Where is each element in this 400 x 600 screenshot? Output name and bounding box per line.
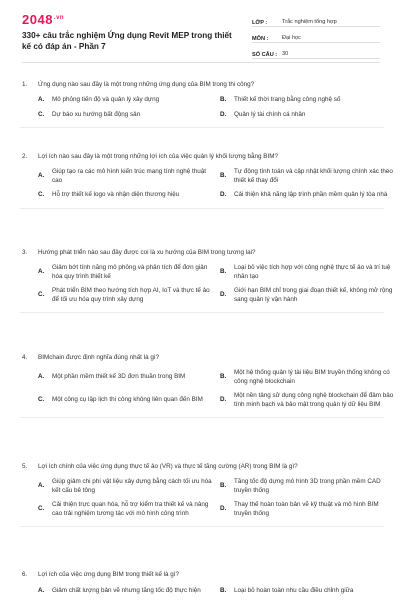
question-divider <box>20 526 384 527</box>
answer-options <box>22 264 393 304</box>
meta-count-row <box>252 46 380 59</box>
question-3 <box>22 248 393 313</box>
option-d[interactable]: D. Quản lý tài chính cá nhân <box>220 110 306 118</box>
question-number: 2. <box>22 153 28 160</box>
question-divider <box>20 208 384 209</box>
option-b[interactable]: B. Loại bỏ hoàn toàn nhu cầu điều chỉnh giữa <box>220 587 354 594</box>
option-a[interactable]: A. Giúp tạo ra các mô hình kiến trúc mang tính nghệ thuật cao <box>38 168 207 184</box>
meta-subject-label: MÔN : <box>252 36 269 42</box>
option-c[interactable]: C. Phát triển BIM theo hướng tích hợp AI, IoT và thực tế ảo để tối ưu hóa quy trình xây dựng <box>38 287 210 303</box>
question-divider <box>20 127 384 128</box>
question-divider <box>20 417 384 418</box>
meta-subject-row <box>252 30 380 43</box>
document-title: 330+ câu trắc nghiệm Ứng dụng Revit MEP trong thiết kế có đáp án - Phần 7 <box>22 31 232 51</box>
option-b[interactable]: B. Thiết kế thời trang bằng công nghệ số <box>220 96 341 103</box>
question-4 <box>22 353 394 418</box>
option-a[interactable]: A. Giảm chất lượng bản vẽ nhưng tăng tốc độ thực hiện <box>38 587 201 594</box>
option-b[interactable]: B. Loại bỏ việc tích hợp với công nghệ thực tế ảo và trí tuệ nhân tạo <box>220 264 391 280</box>
question-number: 1. <box>22 81 28 88</box>
option-b[interactable]: B. Tăng tốc độ dựng mô hình 3D trong phần mềm CAD truyền thống <box>220 478 381 494</box>
option-a[interactable]: A. Một phần mềm thiết kế 3D đơn thuần trong BIM <box>38 373 186 381</box>
option-b[interactable]: B. Tự động tính toán và cập nhật khối lượng chính xác theo thiết kế thay đổi <box>220 168 393 184</box>
question-2 <box>22 152 393 209</box>
question-text: Hướng phát triển nào sau đây được coi là xu hướng của BIM trong tương lai? <box>38 249 256 256</box>
option-d[interactable]: D. Cải thiện khả năng lập trình phần mềm quản lý tòa nhà <box>220 191 388 198</box>
option-c[interactable]: C. Cải thiện trực quan hóa, hỗ trợ kiểm tra thiết kế và nâng cao trải nghiệm tương tác với mô hình công trình <box>38 501 209 517</box>
answer-options <box>22 587 382 596</box>
answer-options <box>22 168 393 200</box>
question-divider <box>20 312 384 313</box>
option-a[interactable]: A. Giảm bớt tính năng mô phỏng và phân tích để đơn giản hóa quy trình thiết kế <box>38 264 208 280</box>
option-b[interactable]: B. Một hệ thống quản lý tài liệu BIM truyền thống không có công nghệ blockchain <box>220 369 390 385</box>
header-divider <box>22 62 380 63</box>
question-text: BIMchain được định nghĩa đúng nhất là gì? <box>38 354 160 361</box>
question-number: 5. <box>22 463 28 470</box>
question-text: Lợi ích chính của việc ứng dụng thực tế ảo (VR) và thực tế tăng cường (AR) trong BIM là gì? <box>38 463 298 470</box>
option-c[interactable]: C. Dự báo xu hướng bất động sản <box>38 110 141 118</box>
answer-options <box>22 478 382 518</box>
meta-class-row <box>252 14 380 27</box>
answer-options <box>22 369 394 409</box>
question-6 <box>22 570 382 596</box>
question-1 <box>22 80 382 128</box>
answer-options <box>22 96 382 119</box>
question-text: Ứng dụng nào sau đây là một trong những ứng dụng của BIM trong thi công? <box>38 81 255 88</box>
meta-class-label: LỚP : <box>252 20 268 26</box>
question-text: Lợi ích nào sau đây là một trong những lợi ích của việc quản lý khối lượng bằng BIM? <box>38 153 278 160</box>
document-meta <box>252 14 380 62</box>
meta-count-value: 30 <box>282 51 289 57</box>
question-number: 6. <box>22 571 28 578</box>
meta-class-value: Trắc nghiệm tổng hợp <box>282 19 337 25</box>
option-a[interactable]: A. Giúp giảm chi phí vật liệu xây dựng bằng cách tối ưu hóa kết cấu bê tông <box>38 478 212 494</box>
question-number: 3. <box>22 249 28 256</box>
question-number: 4. <box>22 354 28 361</box>
option-d[interactable]: D. Một nền tảng sử dụng công nghệ blockchain để đảm bảo tính minh bạch và bảo mật trong quản lý dữ liệu BIM <box>220 392 394 408</box>
option-d[interactable]: D. Thay thế hoàn toàn bản vẽ kỹ thuật và mô hình BIM truyền thống <box>220 501 379 517</box>
question-text: Lợi ích của việc ứng dụng BIM trong thiết kế là gì? <box>38 571 180 578</box>
option-c[interactable]: C. Hỗ trợ thiết kế logo và nhận diện thương hiệu <box>38 191 180 198</box>
option-c[interactable]: C. Một công cụ lập lịch thi công không liên quan đến BIM <box>38 396 203 404</box>
option-a[interactable]: A. Mô phỏng tiến độ và quản lý xây dựng <box>38 96 160 103</box>
meta-subject-value: Đại học <box>282 35 301 41</box>
site-logo[interactable]: $2048^{.vn}$ <box>22 12 65 27</box>
meta-count-label: SỐ CÂU : <box>252 52 278 58</box>
option-d[interactable]: D. Giới hạn BIM chỉ trong giai đoạn thiết kế, không mở rộng sang quản lý vận hành <box>220 287 393 303</box>
question-5 <box>22 462 382 527</box>
